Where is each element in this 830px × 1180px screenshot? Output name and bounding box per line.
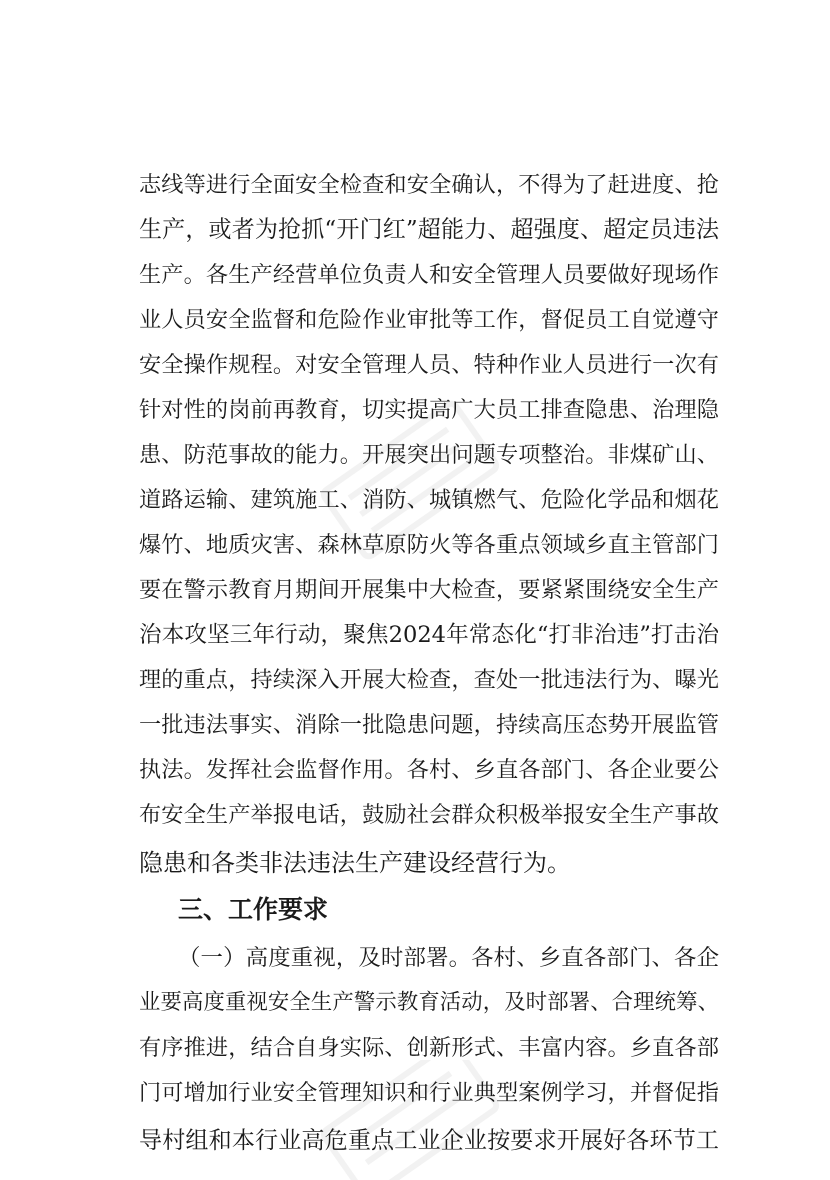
paragraph-line: 执法。发挥社会监督作用。各村、乡直各部门、各企业要公	[139, 757, 719, 783]
paragraph-line: 要在警示教育月期间开展集中大检查，要紧紧围绕安全生产	[139, 577, 719, 603]
paragraph-line: 理的重点，持续深入开展大检查，查处一批违法行为、曝光	[139, 667, 719, 693]
paragraph-line: 爆竹、地质灾害、森林草原防火等各重点领域乡直主管部门	[139, 532, 719, 558]
paragraph-line: 治本攻坚三年行动，聚焦2024年常态化“打非治违”打击治	[139, 622, 719, 648]
paragraph-line: 有序推进，结合自身实际、创新形式、丰富内容。乡直各部	[139, 1035, 719, 1061]
paragraph-line: 志线等进行全面安全检查和安全确认，不得为了赶进度、抢	[139, 172, 719, 198]
paragraph-line: 业要高度重视安全生产警示教育活动，及时部署、合理统筹、	[139, 990, 719, 1015]
paragraph-line: 一批违法事实、消除一批隐患问题，持续高压态势开展监管	[139, 712, 719, 738]
paragraph-line: 安全操作规程。对安全管理人员、特种作业人员进行一次有	[139, 352, 719, 378]
paragraph-line: （一）高度重视，及时部署。各村、乡直各部门、各企	[178, 945, 719, 971]
paragraph-line: 布安全生产举报电话，鼓励社会群众积极举报安全生产事故	[139, 802, 719, 828]
paragraph-line: 门可增加行业安全管理知识和行业典型案例学习，并督促指	[139, 1080, 719, 1106]
paragraph-line: 业人员安全监督和危险作业审批等工作，督促员工自觉遵守	[139, 307, 719, 333]
paragraph-line: 隐患和各类非法违法生产建设经营行为。	[139, 849, 571, 877]
paragraph-line: 生产。各生产经营单位负责人和安全管理人员要做好现场作	[139, 262, 719, 288]
paragraph-line: 导村组和本行业高危重点工业企业按要求开展好各环节工	[139, 1128, 719, 1154]
paragraph-line: 针对性的岗前再教育，切实提高广大员工排查隐患、治理隐	[139, 397, 719, 423]
paragraph-line: 道路运输、建筑施工、消防、城镇燃气、危险化学品和烟花	[139, 487, 719, 513]
section-heading: 三、工作要求	[178, 895, 329, 924]
paragraph-line: 患、防范事故的能力。开展突出问题专项整治。非煤矿山、	[139, 442, 719, 468]
paragraph-line: 生产，或者为抢抓“开门红”超能力、超强度、超定员违法	[139, 217, 719, 243]
